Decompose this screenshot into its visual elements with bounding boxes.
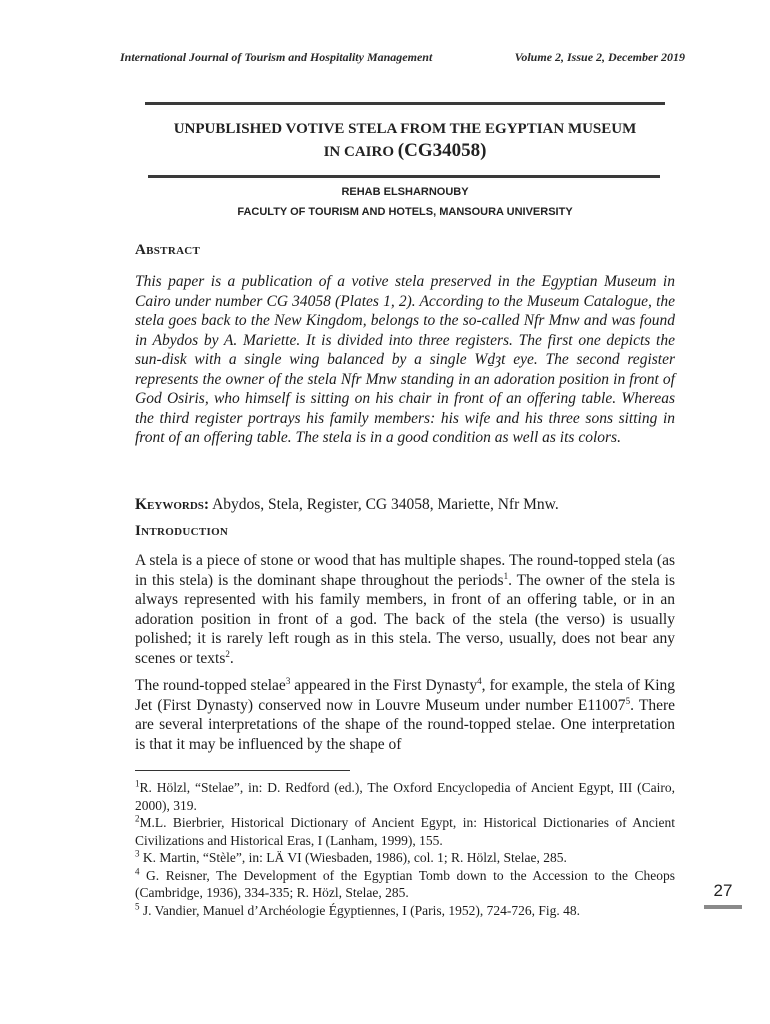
footnote-number: 1 xyxy=(135,778,140,789)
footnote-text: K. Martin, “Stèle”, in: LÄ VI (Wiesbaden, 1986), col. 1; R. Hölzl, Stelae, 285. xyxy=(139,850,567,865)
footnote-2 xyxy=(135,814,675,849)
page-number: 27 xyxy=(713,881,733,900)
intro-p1-text-a: A stela is a piece of stone or wood that has multiple shapes. The round-topped stela (as in this stela) is the dominant shape throughout the periods xyxy=(135,552,675,589)
page-number-bar xyxy=(704,905,742,909)
footnote-separator xyxy=(135,770,350,771)
title-top-rule xyxy=(145,102,665,105)
footnote-text: R. Hölzl, “Stelae”, in: D. Redford (ed.), The Oxford Encyclopedia of Ancient Egypt, III (Cairo, 2000), 319. xyxy=(135,780,675,813)
intro-p2-text-d: . There are several interpretations of the shape of the round-topped stelae. One interpretation is that it may be influenced by the shape of xyxy=(135,696,676,753)
journal-name: International Journal of Tourism and Hospitality Management xyxy=(120,50,433,64)
footnote-ref-3[interactable]: 3 xyxy=(285,675,291,686)
intro-p2-text-b: appeared in the First Dynasty xyxy=(290,677,478,694)
title-line-2-prefix: IN CAIRO xyxy=(323,144,398,160)
intro-p2-text-c: , for example, the stela of King Jet (First Dynasty) conserved now in Louvre Museum under number E11007 xyxy=(135,677,676,714)
title-line-1: UNPUBLISHED VOTIVE STELA FROM THE EGYPTIAN MUSEUM xyxy=(173,121,637,137)
intro-p1-text-b: . The owner of the stela is always represented with his family members, in front of an offering table, or in an adoration position in front of a god. The back of the stela (the verso) is usually polished; it is rarely left rough as in this stela. The verso, usually, does not bear any scenes or texts xyxy=(135,571,675,667)
footnote-1 xyxy=(135,779,675,814)
keywords-list: Abydos, Stela, Register, CG 34058, Mariette, Nfr Mnw. xyxy=(209,496,559,513)
footnote-4 xyxy=(135,867,675,902)
introduction-heading: Introduction xyxy=(135,523,229,539)
footnote-number: 2 xyxy=(135,813,140,824)
title-bottom-rule xyxy=(148,175,660,178)
footnote-number: 5 xyxy=(135,901,140,911)
author-affiliation: FACULTY OF TOURISM AND HOTELS, MANSOURA UNIVERSITY xyxy=(237,206,573,218)
keywords xyxy=(135,496,675,514)
paper-title xyxy=(135,118,675,163)
footnote-ref-2[interactable]: 2 xyxy=(225,648,230,659)
footnote-3 xyxy=(135,849,675,867)
author-name: REHAB ELSHARNOUBY xyxy=(341,186,469,198)
title-line-2 xyxy=(135,140,675,163)
intro-p1-text-c: . xyxy=(229,649,234,667)
intro-paragraph-1 xyxy=(135,551,675,668)
intro-paragraph-2 xyxy=(135,676,675,754)
footnote-text: G. Reisner, The Development of the Egyptian Tomb down to the Accession to the Cheops (Cambridge, 1936), 334-335; R. Hözl, Stelae, 285. xyxy=(135,867,675,900)
volume-issue: Volume 2, Issue 2, December 2019 xyxy=(514,50,685,64)
footnote-ref-4[interactable]: 4 xyxy=(477,675,482,686)
footnotes xyxy=(135,779,675,919)
catalogue-number: (CG34058) xyxy=(397,140,487,161)
footnote-ref-1[interactable]: 1 xyxy=(503,570,509,581)
abstract-text: This paper is a publication of a votive stela preserved in the Egyptian Museum in Cairo under number CG 34058 (Plates 1, 2). According to the Museum Catalogue, the stela goes back to the New Kingdom, belongs to the so-called Nfr Mnw and was found in Abydos by A. Mariette. It is divided into three registers. The first one depicts the sun-disk with a single wing balanced by a single Wḏȝt eye. The second register represents the owner of the stela Nfr Mnw standing in an adoration position in front of God Osiris, who himself is sitting on his chair in front of an offering table. Whereas the third register portrays his family members: his wife and his three sons sitting in front of an offering table. The stela is in a good condition as well as its colors. xyxy=(135,273,675,446)
footnote-number: 3 xyxy=(135,848,140,859)
footnote-number: 4 xyxy=(135,866,140,876)
keywords-label: Keywords: xyxy=(135,496,210,513)
footnote-5 xyxy=(135,902,675,920)
footnote-ref-5[interactable]: 5 xyxy=(625,695,631,706)
footnote-text: J. Vandier, Manuel d’Archéologie Égyptiennes, I (Paris, 1952), 724-726, Fig. 48. xyxy=(139,902,581,918)
abstract-heading: Abstract xyxy=(135,242,201,258)
footnote-text: M.L. Bierbrier, Historical Dictionary of Ancient Egypt, in: Historical Dictionaries of Ancient Civilizations and Historical Eras, I (Lanham, 1999), 155. xyxy=(135,815,675,848)
intro-p2-text-a: The round-topped stelae xyxy=(135,677,286,694)
